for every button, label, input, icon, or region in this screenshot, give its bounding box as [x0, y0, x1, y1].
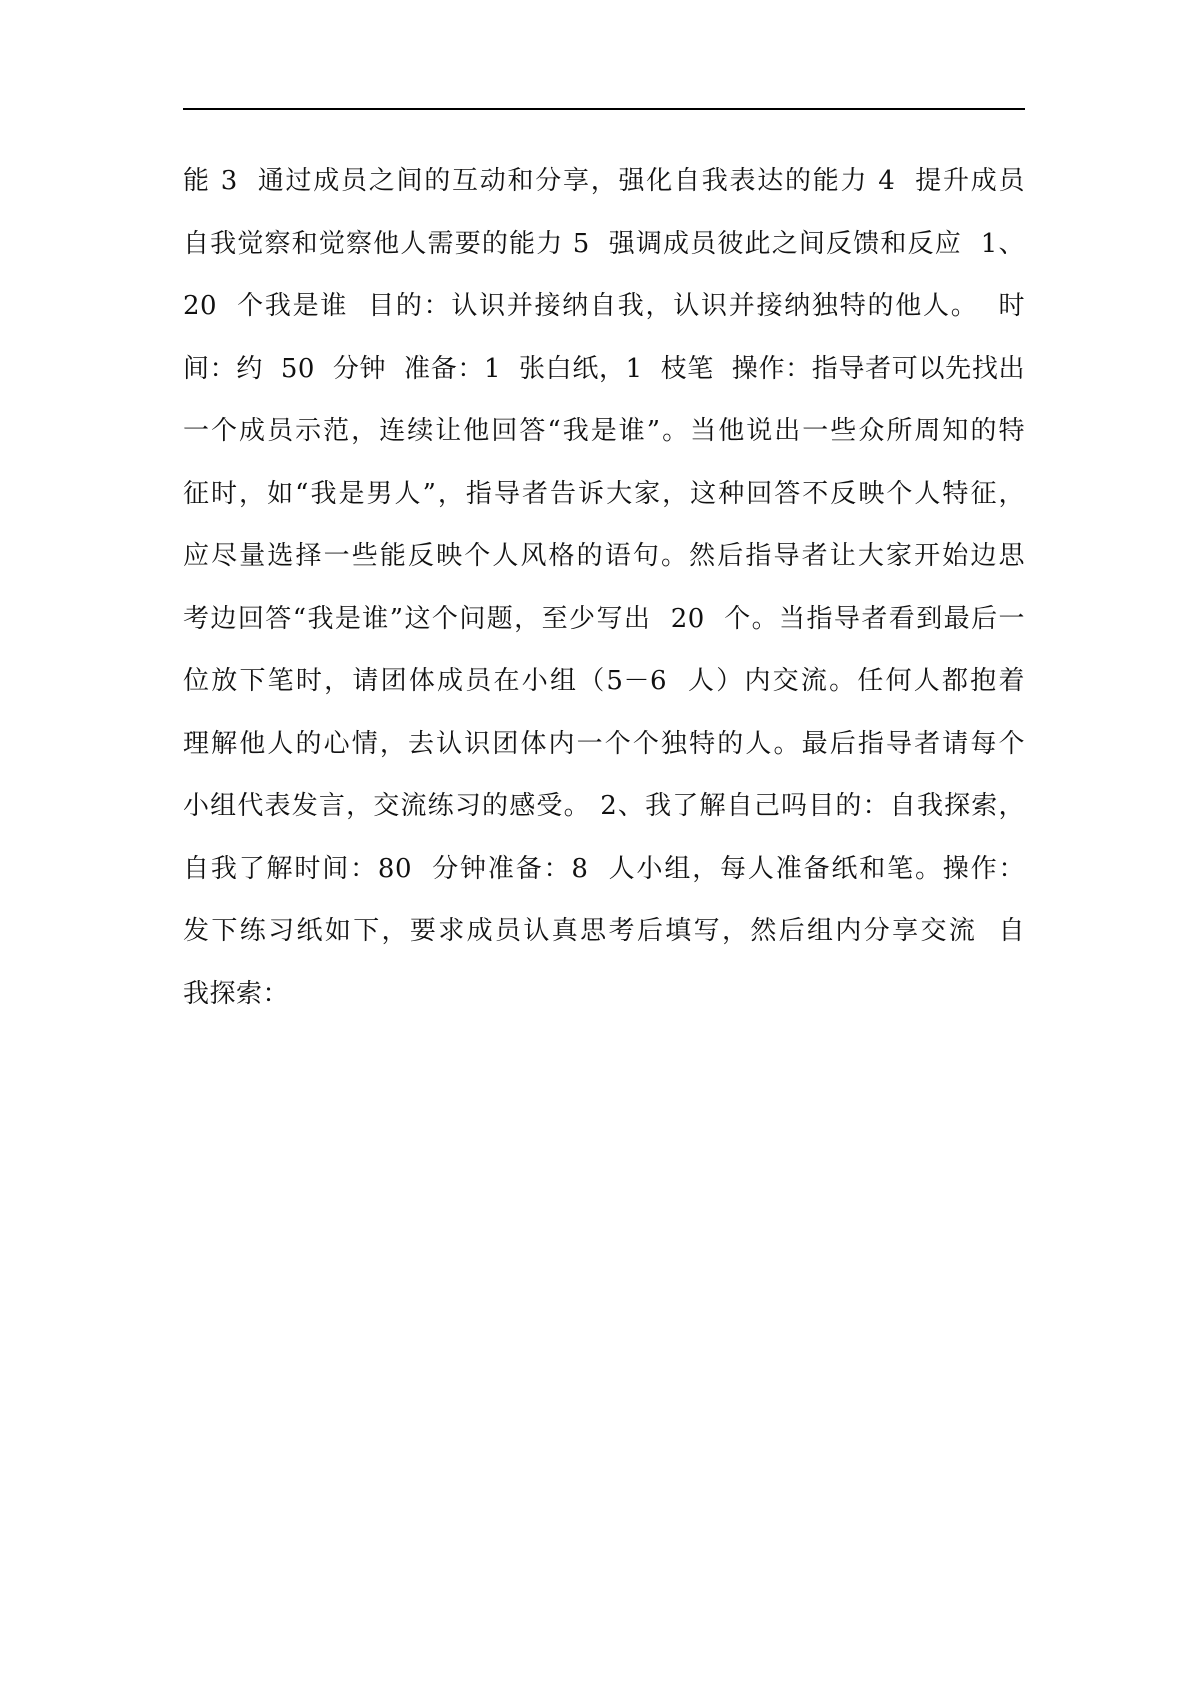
- body-text: [183, 150, 1025, 1025]
- header-rule: [183, 108, 1025, 110]
- text-line: 一个成员示范，连续让他回答“我是谁”。当他说出一些众所周知的特: [183, 416, 1025, 446]
- text-line: 征时，如“我是男人”，指导者告诉大家，这种回答不反映个人特征，: [183, 478, 1025, 509]
- text-line: 考边回答“我是谁”这个问题，至少写出 20 个。当指导者看到最后一: [183, 603, 1025, 634]
- text-line: 20 个我是谁 目的：认识并接纳自我，认识并接纳独特的他人。 时: [183, 291, 1025, 321]
- text-line: 小组代表发言，交流练习的感受。 2、我了解自己吗目的：自我探索，: [183, 791, 1025, 821]
- text-line: 间：约 50 分钟 准备：1 张白纸，1 枝笔 操作：指导者可以先找出: [183, 353, 1025, 384]
- text-line: 发下练习纸如下，要求成员认真思考后填写，然后组内分享交流 自: [183, 916, 1025, 946]
- text-line-last: 我探索：: [183, 978, 290, 1009]
- text-line: 自我觉察和觉察他人需要的能力 5 强调成员彼此之间反馈和反应 1、: [183, 228, 1025, 259]
- text-line: 理解他人的心情，去认识团体内一个个独特的人。最后指导者请每个: [183, 728, 1025, 759]
- text-line: 位放下笔时，请团体成员在小组（5－6 人）内交流。任何人都抱着: [183, 666, 1025, 696]
- text-line: 自我了解时间：80 分钟准备：8 人小组，每人准备纸和笔。操作：: [183, 853, 1025, 884]
- text-line: 应尽量选择一些能反映个人风格的语句。然后指导者让大家开始边思: [183, 541, 1025, 571]
- text-line: 能 3 通过成员之间的互动和分享，强化自我表达的能力 4 提升成员: [183, 166, 1025, 196]
